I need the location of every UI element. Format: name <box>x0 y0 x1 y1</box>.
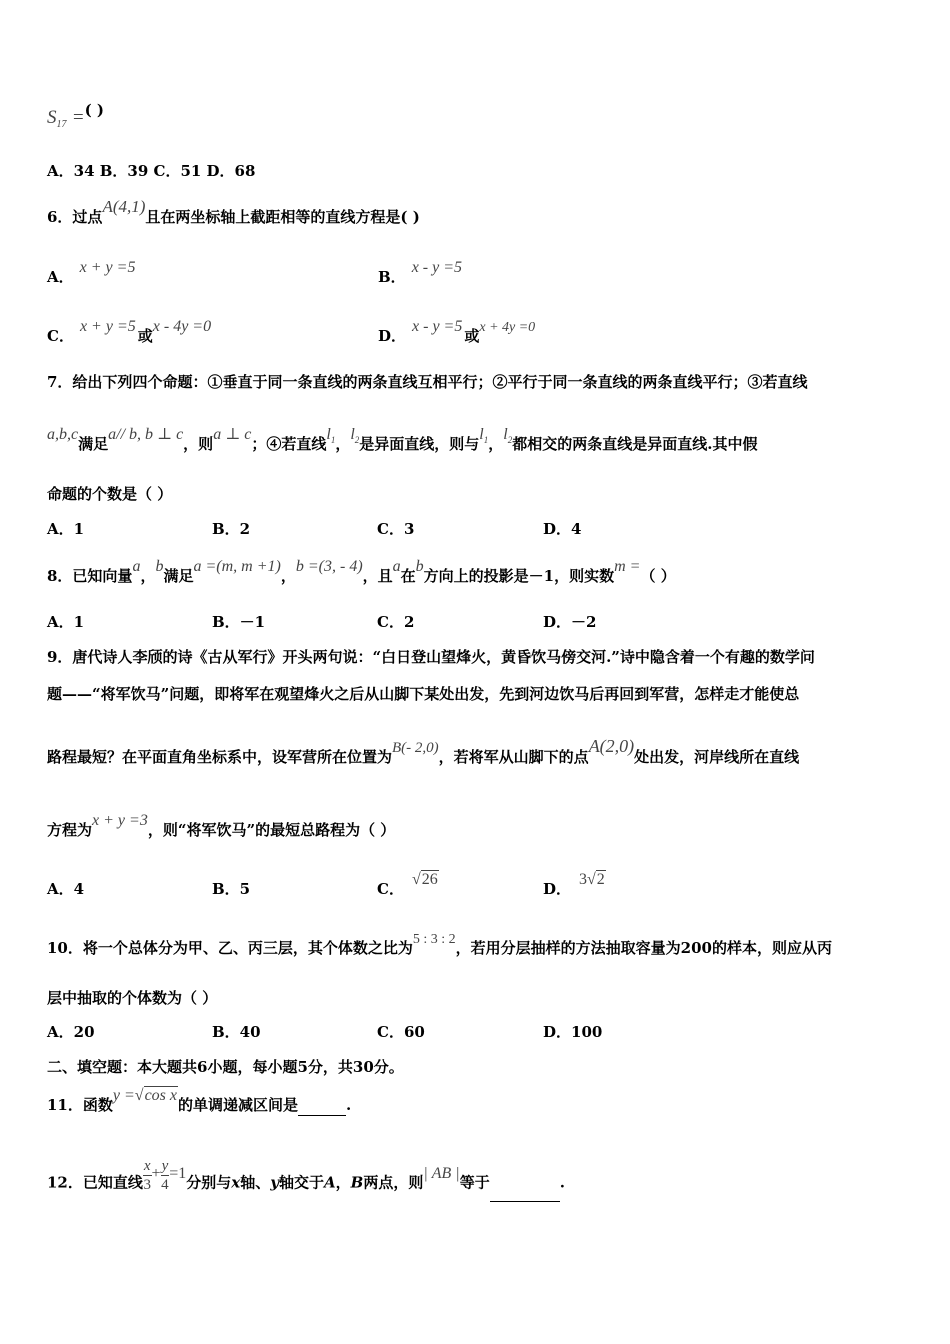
q8-expr-b: b =(3, - 4) <box>295 558 363 575</box>
q10-t1: 10．将一个总体分为甲、乙、丙三层，其个体数之比为 <box>47 939 413 957</box>
q6-c-label: C． <box>47 327 74 345</box>
q12-frac-x-den: 3 <box>143 1177 151 1193</box>
q10-stem <box>47 932 832 960</box>
q6-option-c[interactable] <box>47 318 212 347</box>
q12-t3: 轴、 <box>240 1173 271 1192</box>
q11-t3: . <box>346 1096 352 1114</box>
q7-option-b[interactable]: B．2 <box>212 520 251 538</box>
q9-line-eq: x + y =3 <box>92 812 148 829</box>
q12-frac-x-num: x <box>143 1158 151 1174</box>
q12-A: A <box>324 1173 336 1192</box>
q8-t1: 8．已知向量 <box>47 567 133 585</box>
q7-t5: 都相交的两条直线是异面直线.其中假 <box>512 435 758 453</box>
q5-paren: ( ) <box>84 101 104 119</box>
q7-l2-again: l <box>503 426 508 443</box>
q10-line2: 层中抽取的个体数为（ ） <box>47 989 218 1007</box>
q12-t6: 等于 <box>459 1173 490 1192</box>
q12-stem <box>47 1158 565 1202</box>
q12-plus: + <box>151 1164 161 1182</box>
q9-d-coef: 3 <box>579 871 588 888</box>
q8-t2: ， <box>140 567 156 585</box>
q6-c-expr1: x + y =5 <box>79 318 136 335</box>
q7-l2-again-sub: 2 <box>507 435 513 445</box>
q9-c-label: C． <box>377 880 404 898</box>
q8-t3: 满足 <box>163 567 194 585</box>
q11-answer-blank[interactable] <box>298 1115 346 1116</box>
q8-vector-a: a <box>132 558 141 575</box>
q12-frac-y-num: y <box>161 1158 169 1174</box>
q8-stem <box>47 558 676 587</box>
q8-vector-a-2: a <box>392 558 401 575</box>
q9-line4 <box>47 812 396 841</box>
q5-options: A．34 B．39 C．51 D．68 <box>47 162 256 180</box>
q9-c-radicand: 26 <box>421 871 438 888</box>
q9-l3-t3: 处出发，河岸线所在直线 <box>634 748 800 766</box>
q6-b-expr: x - y =5 <box>411 259 463 276</box>
q11-t1: 11．函数 <box>47 1096 113 1114</box>
q10-option-d[interactable]: D．100 <box>543 1023 603 1041</box>
q5-sum-symbol: S <box>47 107 57 128</box>
q8-option-b[interactable]: B．－1 <box>212 613 266 631</box>
q7-l1-again-sub: 1 <box>483 435 489 445</box>
q7-t3: ；④若直线 <box>251 435 327 453</box>
q6-option-d[interactable] <box>378 318 536 348</box>
q6-post: 且在两坐标轴上截距相等的直线方程是( ) <box>145 208 420 226</box>
q12-t5: 两点，则 <box>363 1173 424 1192</box>
q12-comma: ， <box>335 1173 351 1192</box>
q9-point-a: A(2,0) <box>588 736 635 756</box>
q5-equals: = <box>71 107 85 128</box>
q7-t1: 满足 <box>78 435 109 453</box>
q9-d-radicand: 2 <box>596 871 605 888</box>
q9-line2: 题——“将军饮马”问题，即将军在观望烽火之后从山脚下某处出发，先到河边饮马后再回到军营，怎样走才能使总 <box>47 685 800 703</box>
q10-option-a[interactable]: A．20 <box>47 1023 95 1041</box>
q8-t4: ， <box>280 567 296 585</box>
q10-option-b[interactable]: B．40 <box>212 1023 261 1041</box>
q9-c-root-icon: √ <box>411 871 421 888</box>
q8-t5: ，且 <box>362 567 393 585</box>
q11-root-icon: √ <box>134 1087 144 1104</box>
q9-line1: 9．唐代诗人李颀的诗《古从军行》开头两句说：“白日登山望烽火，黄昏饮马傍交河.”诗中隐含着一个有趣的数学问 <box>47 648 815 666</box>
q12-frac-x <box>143 1157 152 1194</box>
q7-comma: ， <box>335 435 351 453</box>
q6-pre: 6．过点 <box>47 208 103 226</box>
q12-B: B <box>350 1173 364 1192</box>
q9-d-label: D． <box>543 880 572 898</box>
q7-l1-sub: 1 <box>330 435 336 445</box>
q6-d-expr2: x + 4y =0 <box>479 320 536 335</box>
section-fill-in-heading: 二、填空题：本大题共6小题，每小题5分，共30分。 <box>47 1058 404 1076</box>
q8-option-a[interactable]: A．1 <box>47 613 85 631</box>
q9-l3-t1: 路程最短？在平面直角坐标系中，设军营所在位置为 <box>47 748 393 766</box>
q9-option-b[interactable]: B．5 <box>212 880 251 898</box>
q7-l2: l <box>350 426 355 443</box>
q7-line3: 命题的个数是（ ） <box>47 485 173 503</box>
q7-rel2: a ⊥ c <box>213 426 252 443</box>
q6-a-expr: x + y =5 <box>79 259 136 276</box>
q6-b-label: B． <box>378 268 406 286</box>
q7-abc: a,b,c <box>47 426 79 443</box>
q7-comma-2: ， <box>488 435 504 453</box>
q9-l3-t2: ，若将军从山脚下的点 <box>438 748 589 766</box>
q8-option-c[interactable]: C．2 <box>377 613 415 631</box>
q6-point: A(4,1) <box>102 197 146 216</box>
q7-option-c[interactable]: C．3 <box>377 520 415 538</box>
q7-line1: 7．给出下列四个命题：①垂直于同一条直线的两条直线互相平行；②平行于同一条直线的两条直线平行；③若直线 <box>47 373 808 391</box>
q12-y: y <box>270 1173 279 1192</box>
q8-option-d[interactable]: D．－2 <box>543 613 597 631</box>
q10-ratio: 5 : 3 : 2 <box>412 932 456 947</box>
q7-t2: ，则 <box>183 435 214 453</box>
q5-sum-subscript: 17 <box>56 119 67 130</box>
q6-a-label: A． <box>47 268 74 286</box>
q7-line2 <box>47 426 758 456</box>
q12-t7: . <box>559 1173 565 1192</box>
q5-sum-line <box>47 101 104 131</box>
q7-l2-sub: 2 <box>354 435 360 445</box>
q6-c-or: 或 <box>137 327 153 345</box>
q8-expr-m: m = <box>614 558 641 575</box>
q12-t2: 分别与 <box>186 1173 232 1192</box>
q9-l4-t2: ，则“将军饮马”的最短总路程为（ ） <box>147 821 396 839</box>
q9-option-d[interactable] <box>543 871 605 900</box>
q11-expr-y: y = <box>112 1087 135 1104</box>
q6-d-label: D． <box>378 327 407 345</box>
q9-point-b: B(- 2,0) <box>392 740 439 756</box>
q7-t4: 是异面直线，则与 <box>359 435 480 453</box>
q8-t6: 在 <box>400 567 416 585</box>
q9-option-c[interactable] <box>377 871 438 900</box>
q10-t2: ，若用分层抽样的方法抽取容量为200的样本，则应从丙 <box>455 939 832 957</box>
q6-stem <box>47 197 420 227</box>
q12-t4: 轴交于 <box>278 1173 324 1192</box>
q7-option-a[interactable]: A．1 <box>47 520 85 538</box>
q12-x: x <box>231 1173 241 1192</box>
q7-l1: l <box>326 426 331 443</box>
q12-frac-y <box>161 1157 170 1194</box>
q7-option-d[interactable]: D．4 <box>543 520 582 538</box>
q12-answer-blank[interactable] <box>490 1201 560 1202</box>
q9-l4-t1: 方程为 <box>47 821 93 839</box>
q11-t2: 的单调递减区间是 <box>178 1096 299 1114</box>
q12-equals-one: =1 <box>169 1164 187 1182</box>
q12-frac-y-den: 4 <box>161 1177 169 1193</box>
q7-l1-again: l <box>479 426 484 443</box>
q8-t7: 方向上的投影是－1，则实数 <box>423 567 615 585</box>
q6-c-expr2: x - 4y =0 <box>152 318 212 335</box>
q11-stem <box>47 1087 352 1116</box>
q6-option-b[interactable] <box>378 259 463 288</box>
q8-vector-b-2: b <box>415 558 424 575</box>
q10-option-c[interactable]: C．60 <box>377 1023 425 1041</box>
q6-d-expr1: x - y =5 <box>412 318 463 335</box>
q7-rel1: a// b, b ⊥ c <box>108 426 184 443</box>
q6-option-a[interactable] <box>47 259 136 288</box>
q12-ab: | AB | <box>423 1164 460 1182</box>
q6-d-or: 或 <box>464 327 480 345</box>
q12-t1: 12．已知直线 <box>47 1173 143 1192</box>
q9-option-a[interactable]: A．4 <box>47 880 85 898</box>
q9-line3 <box>47 736 800 768</box>
q8-expr-a: a =(m, m +1) <box>193 558 281 575</box>
q8-vector-b: b <box>155 558 164 575</box>
q11-radicand: cos x <box>144 1087 177 1104</box>
q9-d-root-icon: √ <box>587 871 596 888</box>
q8-t8: （ ） <box>640 567 676 585</box>
